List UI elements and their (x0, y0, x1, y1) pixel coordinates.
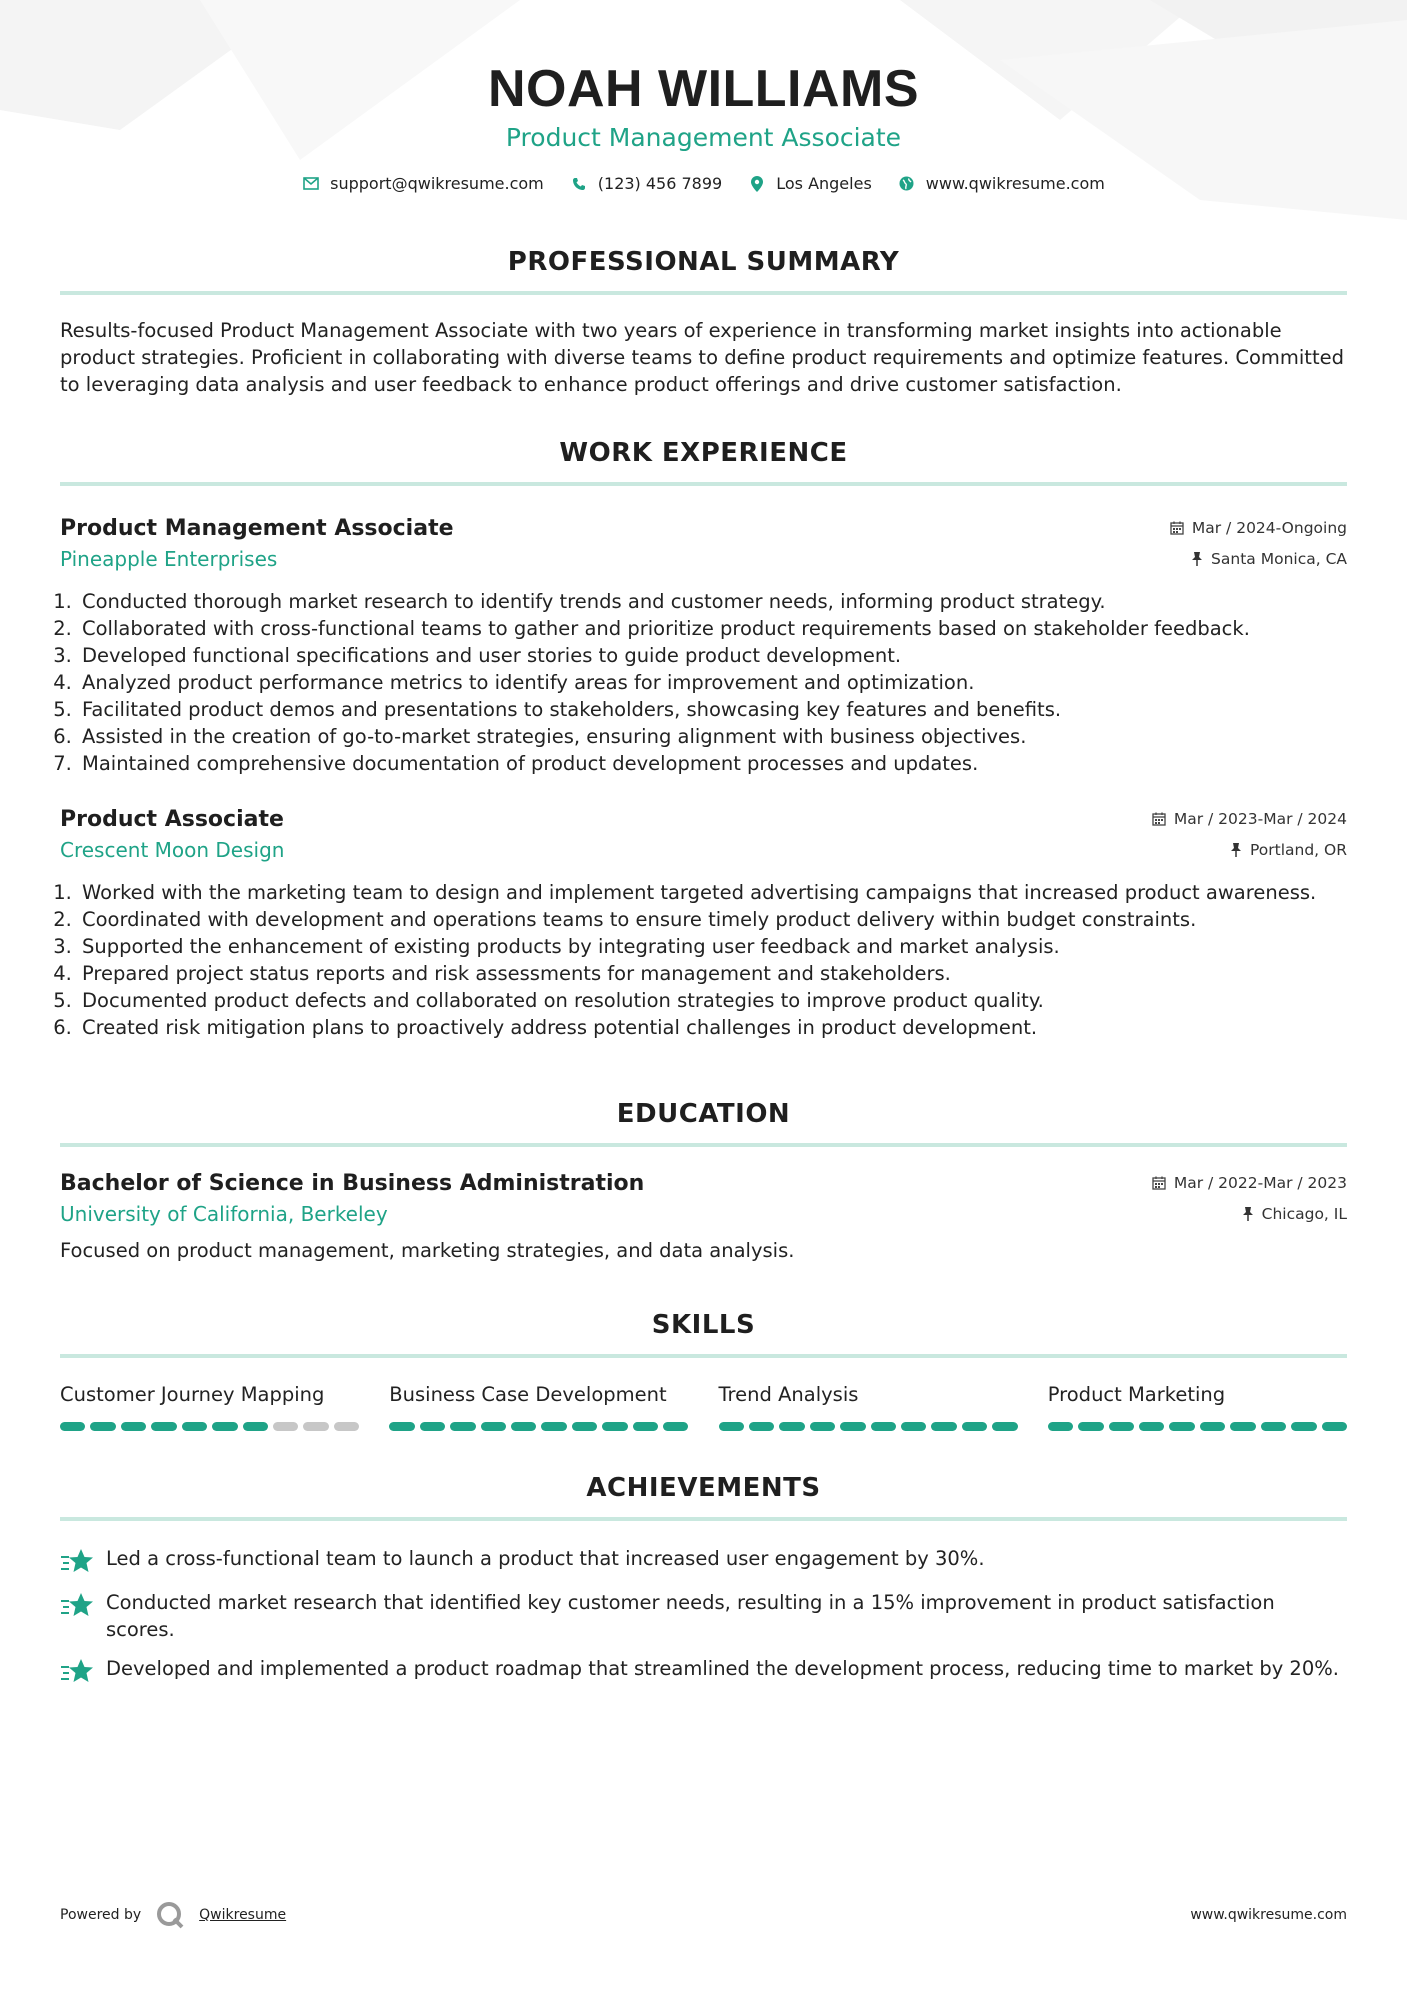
footer-brand (60, 1900, 286, 1930)
achievements-heading: ACHIEVEMENTS (60, 1471, 1347, 1521)
job-entry (60, 514, 1347, 777)
skill-segment-filled (663, 1422, 688, 1431)
star-icon (60, 1591, 94, 1621)
skill-name: Business Case Development (389, 1383, 667, 1406)
contact-phone[interactable] (570, 174, 722, 193)
list-item: 4. Analyzed product performance metrics to identify areas for improvement and optimization. (78, 669, 1347, 696)
contact-website[interactable] (898, 174, 1105, 193)
skill-name: Trend Analysis (718, 1383, 859, 1406)
education-heading: EDUCATION (60, 1097, 1347, 1147)
footer-website[interactable]: www.qwikresume.com (1190, 1907, 1347, 1923)
contact-bar (60, 174, 1347, 193)
globe-icon (898, 175, 916, 193)
skill-item (719, 1382, 1018, 1431)
pushpin-icon (1230, 843, 1242, 857)
skill-segment-filled (60, 1422, 85, 1431)
job-dates-text: Mar / 2024-Ongoing (1191, 519, 1347, 537)
skill-segment-filled (810, 1422, 835, 1431)
experience-heading: WORK EXPERIENCE (60, 436, 1347, 486)
skill-segment-filled (1139, 1422, 1164, 1431)
achievement-text: Developed and implemented a product roadmap that streamlined the development process, reducing time to market by 20%. (106, 1657, 1339, 1680)
skill-item (60, 1382, 359, 1431)
education-location (1242, 1205, 1347, 1223)
list-item: 1. Conducted thorough market research to identify trends and customer needs, informing product strategy. (78, 588, 1347, 615)
job-entry (60, 805, 1347, 1041)
skill-segment-filled (633, 1422, 658, 1431)
phone-text: (123) 456 7899 (597, 174, 723, 193)
list-item: 6. Created risk mitigation plans to proactively address potential challenges in product development. (78, 1014, 1347, 1041)
list-item: 2. Coordinated with development and operations teams to ensure timely product delivery within budget constraints. (78, 906, 1347, 933)
skill-segment-empty (334, 1422, 359, 1431)
skill-segment-filled (871, 1422, 896, 1431)
envelope-icon (302, 175, 320, 193)
education-location-text: Chicago, IL (1261, 1205, 1347, 1223)
skill-segment-filled (962, 1422, 987, 1431)
pushpin-icon (1191, 552, 1203, 566)
achievement-item (60, 1589, 1347, 1643)
skill-item (389, 1382, 688, 1431)
website-text: www.qwikresume.com (925, 174, 1105, 193)
qwikresume-link[interactable]: Qwikresume (199, 1907, 287, 1923)
skill-segment-filled (212, 1422, 237, 1431)
summary-text: Results-focused Product Management Associate with two years of experience in transforming market insights into actionable product strategies. Proficient in collaborating with diverse teams to define product requirements and optimize features. Committed to leveraging data analysis and user feedback to enhance product offerings and drive customer satisfaction. (60, 319, 1344, 396)
skill-segment-filled (1078, 1422, 1103, 1431)
skill-segment-filled (90, 1422, 115, 1431)
skill-segment-filled (182, 1422, 207, 1431)
skill-segment-filled (541, 1422, 566, 1431)
contact-email[interactable] (302, 174, 544, 193)
education-entry (60, 1169, 1347, 1264)
map-pin-icon (748, 175, 766, 193)
footer (60, 1900, 1347, 1930)
candidate-role: Product Management Associate (505, 123, 902, 152)
achievement-item (60, 1545, 1347, 1577)
powered-by-label: Powered by (60, 1907, 142, 1923)
star-icon (60, 1657, 94, 1687)
email-text: support@qwikresume.com (330, 174, 544, 193)
skill-segment-filled (719, 1422, 744, 1431)
skill-segment-filled (1048, 1422, 1073, 1431)
skill-segment-empty (303, 1422, 328, 1431)
location-text: Los Angeles (776, 174, 872, 193)
list-item: 3. Supported the enhancement of existing products by integrating user feedback and market analysis. (78, 933, 1347, 960)
calendar-icon (1152, 1176, 1166, 1190)
skills-list (60, 1382, 1347, 1431)
education-description: Focused on product management, marketing strategies, and data analysis. (60, 1239, 795, 1262)
skill-segment-filled (243, 1422, 268, 1431)
job-dates (1152, 810, 1347, 828)
phone-icon (570, 175, 588, 193)
skill-segment-filled (151, 1422, 176, 1431)
skill-segment-filled (1200, 1422, 1225, 1431)
resume-header (60, 0, 1347, 193)
star-icon (60, 1547, 94, 1577)
job-location (1230, 841, 1347, 859)
skill-segment-filled (931, 1422, 956, 1431)
calendar-icon (1152, 812, 1166, 826)
job-dates-text: Mar / 2023-Mar / 2024 (1173, 810, 1347, 828)
job-location-text: Santa Monica, CA (1211, 550, 1347, 568)
skill-segment-filled (779, 1422, 804, 1431)
degree-title: Bachelor of Science in Business Administration (60, 1171, 645, 1196)
list-item: 7. Maintained comprehensive documentation of product development processes and updates. (78, 750, 1347, 777)
skill-segment-filled (602, 1422, 627, 1431)
job-location (1191, 550, 1347, 568)
company-name: Pineapple Enterprises (60, 547, 278, 571)
job-dates (1170, 519, 1347, 537)
skill-segment-filled (1169, 1422, 1194, 1431)
achievement-text: Led a cross-functional team to launch a product that increased user engagement by 30%. (106, 1547, 985, 1570)
skill-segment-filled (1109, 1422, 1134, 1431)
skill-level-bar (389, 1422, 688, 1431)
job-duties (60, 588, 1347, 777)
achievements-list (60, 1545, 1347, 1687)
education-dates-text: Mar / 2022-Mar / 2023 (1173, 1174, 1347, 1192)
skill-segment-filled (481, 1422, 506, 1431)
calendar-icon (1170, 521, 1184, 535)
skill-segment-filled (121, 1422, 146, 1431)
skill-segment-filled (1261, 1422, 1286, 1431)
skill-segment-filled (420, 1422, 445, 1431)
job-location-text: Portland, OR (1249, 841, 1347, 859)
skill-item (1048, 1382, 1347, 1431)
skill-segment-filled (992, 1422, 1017, 1431)
job-title: Product Management Associate (60, 516, 454, 541)
list-item: 4. Prepared project status reports and risk assessments for management and stakeholders. (78, 960, 1347, 987)
contact-location (748, 174, 872, 193)
summary-heading: PROFESSIONAL SUMMARY (60, 245, 1347, 295)
skill-segment-filled (901, 1422, 926, 1431)
skill-level-bar (719, 1422, 1018, 1431)
skill-segment-filled (389, 1422, 414, 1431)
candidate-name: NOAH WILLIAMS (487, 60, 920, 118)
achievement-text: Conducted market research that identified key customer needs, resulting in a 15% improvement in product satisfaction scores. (106, 1591, 1275, 1641)
qwikresume-logo-icon (155, 1900, 185, 1930)
skill-segment-empty (273, 1422, 298, 1431)
company-name: Crescent Moon Design (60, 838, 285, 862)
list-item: 1. Worked with the marketing team to design and implement targeted advertising campaigns that increased product awareness. (78, 879, 1347, 906)
education-dates (1152, 1174, 1347, 1192)
skill-segment-filled (511, 1422, 536, 1431)
skill-segment-filled (749, 1422, 774, 1431)
skill-segment-filled (840, 1422, 865, 1431)
pushpin-icon (1242, 1207, 1254, 1221)
skill-segment-filled (572, 1422, 597, 1431)
achievement-item (60, 1655, 1347, 1687)
skill-segment-filled (1230, 1422, 1255, 1431)
list-item: 3. Developed functional specifications and user stories to guide product development. (78, 642, 1347, 669)
skill-segment-filled (1322, 1422, 1347, 1431)
list-item: 2. Collaborated with cross-functional teams to gather and prioritize product requirements based on stakeholder feedback. (78, 615, 1347, 642)
list-item: 6. Assisted in the creation of go-to-market strategies, ensuring alignment with business objectives. (78, 723, 1347, 750)
list-item: 5. Facilitated product demos and presentations to stakeholders, showcasing key features and benefits. (78, 696, 1347, 723)
skill-segment-filled (450, 1422, 475, 1431)
skills-heading: SKILLS (60, 1308, 1347, 1358)
job-duties (60, 879, 1347, 1041)
school-name: University of California, Berkeley (60, 1202, 388, 1226)
skill-segment-filled (1291, 1422, 1316, 1431)
job-title: Product Associate (60, 807, 284, 832)
skill-name: Customer Journey Mapping (60, 1383, 325, 1406)
skill-name: Product Marketing (1047, 1383, 1226, 1406)
skill-level-bar (1048, 1422, 1347, 1431)
skill-level-bar (60, 1422, 359, 1431)
list-item: 5. Documented product defects and collaborated on resolution strategies to improve product quality. (78, 987, 1347, 1014)
